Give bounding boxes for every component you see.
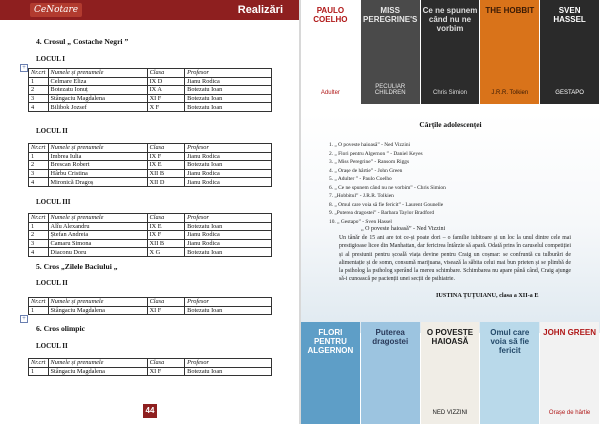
table-cell: 1 xyxy=(29,152,49,161)
table-cell: 4 xyxy=(29,248,49,257)
table-cell: XI F xyxy=(147,367,185,376)
results-table xyxy=(28,297,272,315)
magazine-logo: CeNotare xyxy=(30,3,82,17)
results-table xyxy=(28,358,272,376)
place-label: LOCUL II xyxy=(36,279,68,287)
table-cell: Imbrea Iulia xyxy=(48,152,147,161)
book-cover xyxy=(540,322,599,424)
book-title: Omul care voia să fie fericit xyxy=(490,328,530,355)
list-item: 10. „ Gestapo” - Sven Hassel xyxy=(329,218,392,225)
table-cell: Jianu Rodica xyxy=(185,178,272,187)
table-cell: 2 xyxy=(29,161,49,170)
book-subtitle: PECULIAR CHILDREN xyxy=(374,84,406,96)
table-cell: 1 xyxy=(29,367,49,376)
table-cell: XI F xyxy=(147,94,185,103)
book-cover xyxy=(540,0,599,104)
table-cell: X G xyxy=(147,248,185,257)
table-cell: 4 xyxy=(29,103,49,112)
table-row xyxy=(29,77,272,86)
column-header: Nr.crt xyxy=(29,298,49,307)
table-cell: Camaru Simona xyxy=(48,239,147,248)
book-cover xyxy=(301,0,360,104)
column-header: Profesor xyxy=(185,69,272,78)
article-title: Cărțile adolescenței xyxy=(419,120,482,129)
book-subtitle: NED VIZZINI xyxy=(432,410,468,416)
table-row xyxy=(29,222,272,231)
column-header: Profesor xyxy=(185,214,272,223)
table-cell: IX E xyxy=(147,161,185,170)
book-title: SVEN HASSEL xyxy=(553,6,586,24)
table-row xyxy=(29,306,272,315)
header-title: Realizări xyxy=(237,4,283,16)
table-cell: 4 xyxy=(29,178,49,187)
book-subtitle: Chris Simion xyxy=(432,90,467,96)
list-item: 9. „Puterea dragostei” - Barbara Taylor Bradford xyxy=(329,210,435,216)
table-cell: Jianu Rodica xyxy=(185,231,272,240)
table-cell: 3 xyxy=(29,169,49,178)
table-cell: Botezatu Ioan xyxy=(185,222,272,231)
list-item: 1. „ O poveste haioasă” - Ned Vizzini xyxy=(329,142,411,148)
table-cell: XII B xyxy=(147,239,185,248)
table-cell: Jianu Rodica xyxy=(185,239,272,248)
review-paragraph: Un tânăr de 15 ani are tot ce-și poate dori – o familie iubitoare și un loc la unul dintre cele mai prestigioase licee din Manhattan, dar fericirea întârzie să apară. Odată prins în caruselul competiției și al presiunii pentru școală viața devine pentru Craig un coșmar: se confruntă cu tulburări de alimentație și de somn, consumă marijuana, visează la săbita celui mai bun prieten și se plimbă de la psiholog la psiholog sperând la mereu schimbare. Schimbarea nu apare până când, Craig ajunge să-i cunoască pe pacienții unei secții de psihiatrie. xyxy=(339,235,571,283)
review-title: „ O poveste haioasă” - Ned Vizzini xyxy=(361,226,446,232)
table-row xyxy=(29,248,272,257)
table-cell: IX A xyxy=(147,86,185,95)
list-item: 2. „ Flori pentru Algernon ” - Daniel Keyes xyxy=(329,150,423,157)
table-cell: 1 xyxy=(29,306,49,315)
column-header: Nr.crt xyxy=(29,144,49,153)
results-table xyxy=(28,213,272,257)
column-header: Clasa xyxy=(147,69,185,78)
table-cell: X F xyxy=(147,103,185,112)
table-cell: Stângaciu Magdalena xyxy=(48,94,147,103)
table-cell: 2 xyxy=(29,86,49,95)
book-cover xyxy=(361,322,420,424)
page-number: 44 xyxy=(143,404,157,418)
table-cell: IX F xyxy=(147,231,185,240)
table-move-handle-icon[interactable]: + xyxy=(20,64,28,72)
book-title: THE HOBBIT xyxy=(485,6,535,15)
book-cover xyxy=(421,0,480,104)
right-page xyxy=(301,0,600,424)
column-header: Nr.crt xyxy=(29,359,49,368)
table-cell: Celmare Eliza xyxy=(48,77,147,86)
table-header-row xyxy=(29,214,272,223)
column-header: Clasa xyxy=(147,298,185,307)
column-header: Profesor xyxy=(185,144,272,153)
book-cover xyxy=(301,322,360,424)
book-subtitle: Orașe de hârtie xyxy=(548,410,591,416)
place-label: LOCUL II xyxy=(36,127,68,135)
table-cell: Brescan Robert xyxy=(48,161,147,170)
column-header: Numele și prenumele xyxy=(48,144,147,153)
table-row xyxy=(29,178,272,187)
book-title: JOHN GREEN xyxy=(543,328,597,337)
table-row xyxy=(29,367,272,376)
table-cell: IX E xyxy=(147,222,185,231)
table-header-row xyxy=(29,359,272,368)
book-list xyxy=(329,141,446,226)
table-cell: Ștefan Andreia xyxy=(48,231,147,240)
table-row xyxy=(29,169,272,178)
table-row xyxy=(29,94,272,103)
table-cell: IX F xyxy=(147,152,185,161)
table-move-handle-icon[interactable]: + xyxy=(20,315,28,323)
book-subtitle: J.R.R. Tolkien xyxy=(491,90,529,96)
table-cell: XI F xyxy=(147,306,185,315)
book-subtitle: Adulter xyxy=(320,90,340,96)
place-label: LOCUL I xyxy=(36,55,65,63)
table-cell: XII D xyxy=(147,178,185,187)
table-cell: 2 xyxy=(29,231,49,240)
table-cell: Bilibok Jozsef xyxy=(48,103,147,112)
book-cover xyxy=(480,322,539,424)
table-cell: Diaconu Doru xyxy=(48,248,147,257)
list-item: 4. „ Orașe de hârtie” - John Green xyxy=(329,167,403,174)
book-cover xyxy=(480,0,539,104)
book-title: Puterea dragostei xyxy=(372,328,409,346)
table-cell: Jianu Rodica xyxy=(185,152,272,161)
place-label: LOCUL III xyxy=(36,198,71,206)
table-cell: Botezatu Ioan xyxy=(185,103,272,112)
table-row xyxy=(29,103,272,112)
book-title: MISS PEREGRINE'S xyxy=(363,6,418,24)
table-row xyxy=(29,231,272,240)
table-cell: 3 xyxy=(29,239,49,248)
column-header: Clasa xyxy=(147,214,185,223)
table-cell: XII B xyxy=(147,169,185,178)
list-item: 7. „Hobbitul” - J.R.R. Tolkien xyxy=(329,193,394,199)
table-cell: Botezatu Ioan xyxy=(185,248,272,257)
header-bar xyxy=(0,0,299,20)
table-cell: Mironică Dragoș xyxy=(48,178,147,187)
results-table xyxy=(28,143,272,187)
table-row xyxy=(29,86,272,95)
table-cell: Botezatu Ioan xyxy=(185,306,272,315)
list-item: 5. „ Adulter ” - Paulo Coelho xyxy=(329,176,392,182)
list-item: 6. „ Ce ne spunem când nu ne vorbim” - Chris Simion xyxy=(329,184,446,191)
results-table xyxy=(28,68,272,112)
author-signature: IUSTINA ȚUȚUIANU, clasa a XII-a E xyxy=(436,292,539,299)
book-title: O POVESTE HAIOASĂ xyxy=(426,328,474,346)
table-cell: Stângaciu Magdalena xyxy=(48,367,147,376)
table-cell: Jianu Rodica xyxy=(185,169,272,178)
table-cell: Botezatu Ioan xyxy=(185,367,272,376)
section-title: 4. Crosul „ Costache Negri ” xyxy=(36,37,129,46)
left-page xyxy=(0,0,299,424)
table-cell: Hârbu Cristina xyxy=(48,169,147,178)
table-cell: IX D xyxy=(147,77,185,86)
column-header: Numele și prenumele xyxy=(48,298,147,307)
book-title: FLORI PENTRU ALGERNON xyxy=(307,328,354,355)
table-header-row xyxy=(29,69,272,78)
bottom-book-covers xyxy=(301,322,600,424)
book-title: Ce ne spunem când nu ne vorbim xyxy=(422,6,478,33)
table-cell: 1 xyxy=(29,77,49,86)
table-cell: Alîu Alexandru xyxy=(48,222,147,231)
book-cover xyxy=(421,322,480,424)
book-title: PAULO COELHO xyxy=(313,6,348,24)
table-cell: Botezatu Ioan xyxy=(185,161,272,170)
table-cell: 1 xyxy=(29,222,49,231)
column-header: Nr.crt xyxy=(29,214,49,223)
table-cell: 3 xyxy=(29,94,49,103)
column-header: Clasa xyxy=(147,359,185,368)
table-cell: Botezatu Ioan xyxy=(185,86,272,95)
column-header: Profesor xyxy=(185,359,272,368)
column-header: Numele și prenumele xyxy=(48,359,147,368)
list-item: 8. „ Omul care voia să fie fericit” - Laurent Gounelle xyxy=(329,201,444,208)
table-row xyxy=(29,239,272,248)
section-title: 5. Cros „Zilele Baciului „ xyxy=(36,262,118,271)
column-header: Numele și prenumele xyxy=(48,214,147,223)
table-header-row xyxy=(29,298,272,307)
table-row xyxy=(29,152,272,161)
table-row xyxy=(29,161,272,170)
table-cell: Botezatu Ionuț xyxy=(48,86,147,95)
column-header: Profesor xyxy=(185,298,272,307)
table-cell: Stângaciu Magdalena xyxy=(48,306,147,315)
column-header: Clasa xyxy=(147,144,185,153)
table-cell: Jianu Rodica xyxy=(185,77,272,86)
column-header: Nr.crt xyxy=(29,69,49,78)
table-header-row xyxy=(29,144,272,153)
place-label: LOCUL II xyxy=(36,342,68,350)
table-cell: Botezatu Ioan xyxy=(185,94,272,103)
book-cover xyxy=(361,0,420,104)
column-header: Numele și prenumele xyxy=(48,69,147,78)
list-item: 3. „ Miss Peregrine” - Ransom Riggs xyxy=(329,159,410,165)
book-subtitle: GESTAPO xyxy=(555,90,584,96)
section-title: 6. Cros olimpic xyxy=(36,324,86,333)
